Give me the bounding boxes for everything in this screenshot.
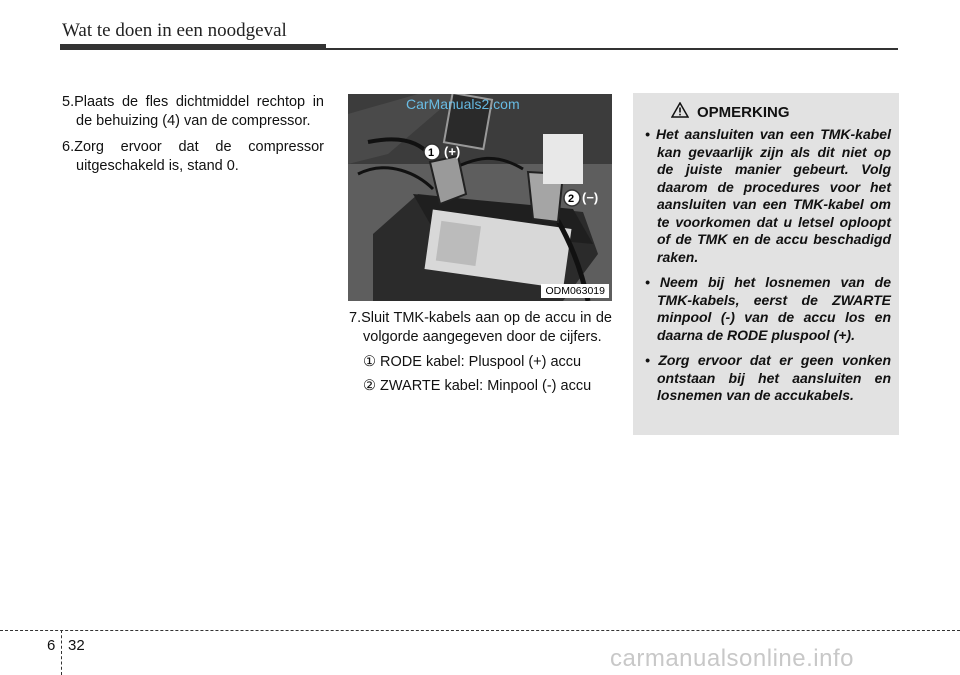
cable-label-1-sign: (+) — [444, 144, 461, 159]
battery-illustration — [348, 94, 612, 301]
page-header-title: Wat te doen in een noodgeval — [62, 20, 287, 41]
header-rule — [60, 48, 898, 50]
photo-code: ODM063019 — [541, 284, 609, 298]
step-7: 7.Sluit TMK-kabels aan op de accu in de volgorde aangegeven door de cijfers. — [349, 310, 612, 345]
note-list — [633, 126, 899, 405]
note-heading-text: OPMERKING — [697, 103, 790, 121]
note-item-2: • Neem bij het losnemen van de TMK-kabels, eerst de ZWARTE minpool (-) van de accu los en daarna de RODE pluspool (+). — [633, 274, 899, 344]
cable-label-1: 1 — [428, 147, 435, 159]
step-6: 6.Zorg ervoor dat de compressor uitgeschakeld is, stand 0. — [62, 139, 324, 174]
step-7-sub-1: ① RODE kabel: Pluspool (+) accu — [363, 354, 582, 370]
note-item-3: • Zorg ervoor dat er geen vonken ontstaan bij het aansluiten en losnemen van de accukabels. — [633, 352, 899, 405]
footer-watermark: carmanualsonline.info — [610, 645, 854, 672]
note-box — [633, 93, 899, 435]
left-column — [62, 93, 324, 183]
step-7-sub-2: ② ZWARTE kabel: Minpool (-) accu — [363, 378, 592, 394]
page-number: 32 — [68, 637, 85, 654]
warning-icon — [671, 102, 689, 122]
chapter-number: 6 — [47, 637, 56, 654]
cable-label-2-sign: (−) — [582, 190, 599, 205]
footer-rule — [0, 630, 960, 631]
step-5: 5.Plaats de fles dichtmiddel rechtop in de behuizing (4) van de compressor. — [62, 94, 324, 129]
note-item-1: • Het aansluiten van een TMK-kabel kan gevaarlijk zijn als dit niet op de juiste manier gebeurt. Volg daarom de procedures voor het aansluiten van een TMK-kabel om te voorkomen dat u letsel oploopt of de TMK en de accu beschadigd raken. — [633, 126, 899, 266]
middle-column — [349, 309, 612, 401]
photo-watermark: CarManuals2.com — [406, 96, 520, 112]
cable-label-2: 2 — [568, 193, 575, 205]
note-heading — [633, 93, 899, 122]
battery-photo — [348, 94, 612, 301]
footer-divider — [61, 630, 62, 675]
